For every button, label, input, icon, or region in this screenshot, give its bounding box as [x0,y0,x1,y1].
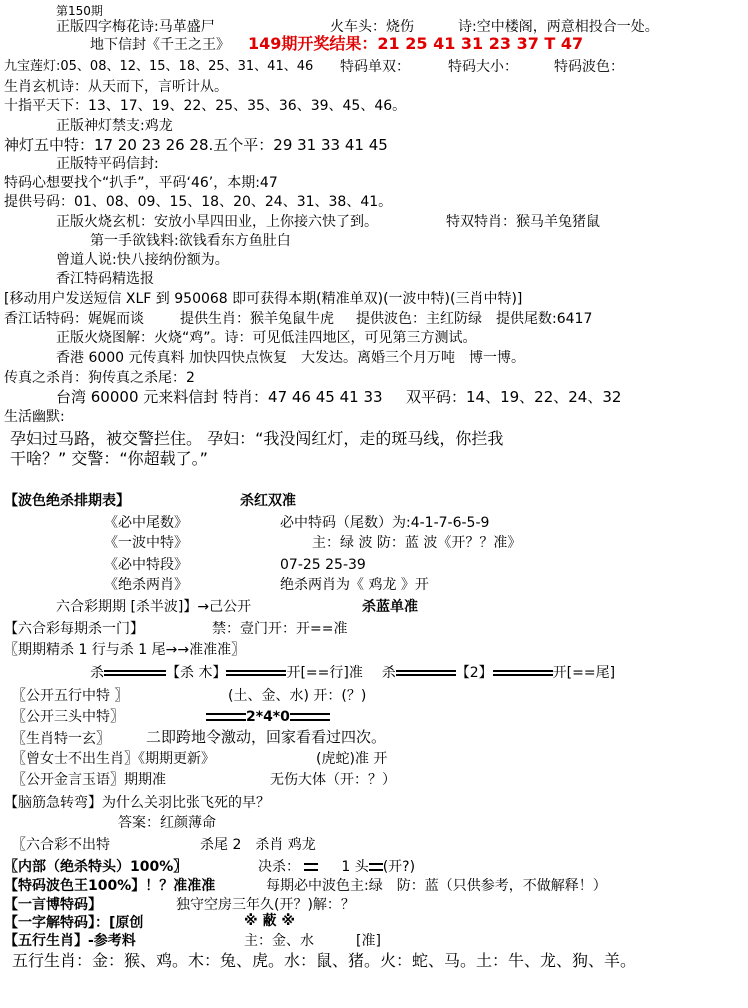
first-hand-tip: 第一手欲钱料:欲钱看东方鱼肚白 [90,233,291,249]
xiangjiang-phrase: 香江话特码：娓娓而谈 [4,311,144,327]
joke-line-1: 孕妇过马路，被交警拦住。 孕妇：“我没闯红灯，走的斑马线，你拦我 [10,429,504,448]
one-word-title: 【一言博特码】 [4,897,102,913]
zeng-no-zodiac-title: 〖曾女士不出生肖〗《期期更新》 [12,751,215,767]
odd-even-label: 特码单双： [340,59,410,75]
taiwan-envelope: 台湾 60000 元来料信封 特肖：47 46 45 41 33 [56,388,383,406]
zeng-says: 曾道人说:快八接纳份额为。 [56,252,229,268]
brain-teaser-answer: 答案：红颜薄命 [118,815,216,831]
fire-diagram: 正版火烧图解：火烧“鸡”。诗：可见低洼四地区，可见第三方测试。 [56,330,477,346]
half-wave-title: 六合彩期期 [杀半波]】→己公开 [56,599,252,615]
ten-fingers-numbers: 十指平天下：13、17、19、22、25、35、36、39、45、46。 [4,98,407,114]
fax-kill: 传真之杀肖：狗传真之杀尾：2 [4,370,195,386]
five-element-title: 〖公开五行中特 〗 [12,688,129,704]
inner-kill-head: 1 头 [341,859,369,875]
open-row: 开[==行]准 [286,665,363,681]
kill-tail-2: 【2】 [455,665,493,681]
size-label: 特码大小： [448,59,518,75]
segment-value: 07-25 25-39 [280,557,366,573]
humor-title: 生活幽默: [4,409,65,425]
special-number-hint: 特码心想要找个“扒手”，平码‘46’，本期:47 [4,175,278,191]
bar-left [206,713,246,721]
joke-line-2: 干啥？” 交警：“你超载了。” [10,449,208,468]
even-zodiacs: 特双特肖：猴马羊兔猪鼠 [446,214,600,230]
three-head-value [206,708,330,726]
one-word-value: 独守空房三年久(开？)解：？ [176,897,355,913]
kill-door-value: 禁：壹门开：开==准 [212,621,348,637]
kill-label-2: 杀 [381,665,396,681]
lotus-lamp-numbers: 九宝莲灯:05、08、12、15、18、25、31、41、46 [4,59,314,74]
envelope-title: 正版特平码信封: [56,156,159,172]
kill-door-title: 【六合彩每期杀一门】 [4,621,144,637]
train-head: 火车头：烧伤 [330,19,414,35]
draw-result: 149期开奖结果：21 25 41 31 23 37 T 47 [248,34,584,53]
not-out-title: 〖六合彩不出特 [12,837,110,853]
wave-king-title: 【特码波色王100%】！？准准准 [4,878,216,894]
zodiac-mystery-title: 〖生肖特一玄〗 [12,731,110,747]
provided-colors: 提供波色：主红防绿 [356,311,482,327]
one-wave-value: 主：绿 波 防：蓝 波《开？？准》 [312,535,522,551]
five-zodiac-main: 主：金、水 [244,933,314,949]
equal-bar-1 [304,863,318,871]
three-head-number: 2*4*0 [246,709,290,725]
wave-king-value: 每期必中波色主:绿 防：蓝（只供参考，不做解释！） [266,878,607,894]
inner-kill-title: 〖内部（绝杀特头）100%〗 [4,859,188,875]
kill-row-line [90,664,615,682]
provided-zodiacs: 提供生肖：猴羊兔鼠牛虎 [180,311,334,327]
brain-teaser: 【脑筋急转弯】为什么关羽比张飞死的早？ [4,795,270,811]
bar-right [290,713,330,721]
rule-3 [396,670,456,676]
fire-riddle: 正版火烧玄机：安放小旱四田业，上你接六快了到。 [56,214,378,230]
inner-kill-word: 决杀： [258,859,300,875]
poem-line: 诗:空中楼阁，两意相投合一处。 [458,19,659,35]
kill-blue-odd: 杀蓝单准 [362,599,418,615]
kill-wood: 【杀 木】 [166,665,227,681]
five-element-value: (土、金、水) 开：(？) [228,688,367,704]
golden-words-title: 〖公开金言玉语〗期期准 [12,772,166,788]
five-zodiac-accurate: [准] [356,933,381,949]
zeng-no-zodiac-value: (虎蛇)准 开 [316,751,388,767]
provided-numbers: 提供号码：01、08、09、15、18、20、24、31、38、41。 [4,194,393,210]
kill-two-label: 《绝杀两肖》 [104,577,188,593]
sms-promo: [移动用户发送短信 XLF 到 950068 即可获得本期(精准单双)(一波中特)(三肖中特)] [4,291,523,307]
lamp-ban: 正版神灯禁支:鸡龙 [56,118,173,134]
kill-red-even: 杀红双准 [240,493,296,509]
rule-4 [493,670,553,676]
wave-color-label: 特码波色： [554,59,624,75]
hongkong-fax: 香港 6000 元传真料 加快四快点恢复 大发达。离婚三个月万吨 博一博。 [56,350,525,366]
wave-kill-table-title: 【波色绝杀排期表】 [4,493,130,509]
equal-bar-2 [369,863,383,871]
golden-words-value: 无伤大体（开：？） [270,772,396,788]
provided-tails: 提供尾数:6417 [496,311,593,327]
segment-label: 《必中特段》 [104,557,188,573]
xiangjiang-report: 香江特码精选报 [56,271,154,287]
kill-label-1: 杀 [90,665,104,681]
not-out-value: 杀尾 2 杀肖 鸡龙 [200,837,316,853]
rule-2 [226,670,286,676]
rule-1 [104,670,166,676]
tail-label: 《必中尾数》 [104,515,188,531]
zodiac-mystery-value: 二即跨地令激动，回家看看过四次。 [146,728,387,746]
tail-value: 必中特码（尾数）为:4-1-7-6-5-9 [280,515,490,531]
five-zodiac-title: 【五行生肖】-参考料 [4,933,136,949]
five-numbers: 神灯五中特：17 20 23 26 28.五个平：29 31 33 41 45 [4,136,388,154]
issue-number: 第150期 [56,4,103,18]
three-head-title: 〖公开三头中特〗 [12,709,124,725]
plum-poem: 正版四字梅花诗:马革盛尸 [56,19,215,35]
double-flat: 双平码：14、19、22、24、32 [406,388,622,406]
one-wave-label: 《一波中特》 [104,535,188,551]
open-tail: 开[==尾] [552,665,616,681]
zodiac-poem: 生肖玄机诗：从天而下，言听计从。 [4,79,228,95]
underground-envelope: 地下信封《千王之王》 [90,37,230,53]
five-zodiac-list: 五行生肖：金：猴、鸡。木：兔、虎。水：鼠、猪。火：蛇、马。土：牛、龙、狗、羊。 [12,951,637,970]
inner-kill-label [258,858,415,876]
one-char-title: 【一字解特码】：[原创 [4,915,144,931]
kill-two-value: 绝杀两肖为《 鸡龙 》开 [280,577,429,593]
kill-row-tail-title: 〖期期精杀 1 行与杀 1 尾→→准准准〗 [4,642,246,658]
one-char-value: ※ 蔽 ※ [244,913,295,929]
inner-kill-open: (开?) [382,859,416,875]
